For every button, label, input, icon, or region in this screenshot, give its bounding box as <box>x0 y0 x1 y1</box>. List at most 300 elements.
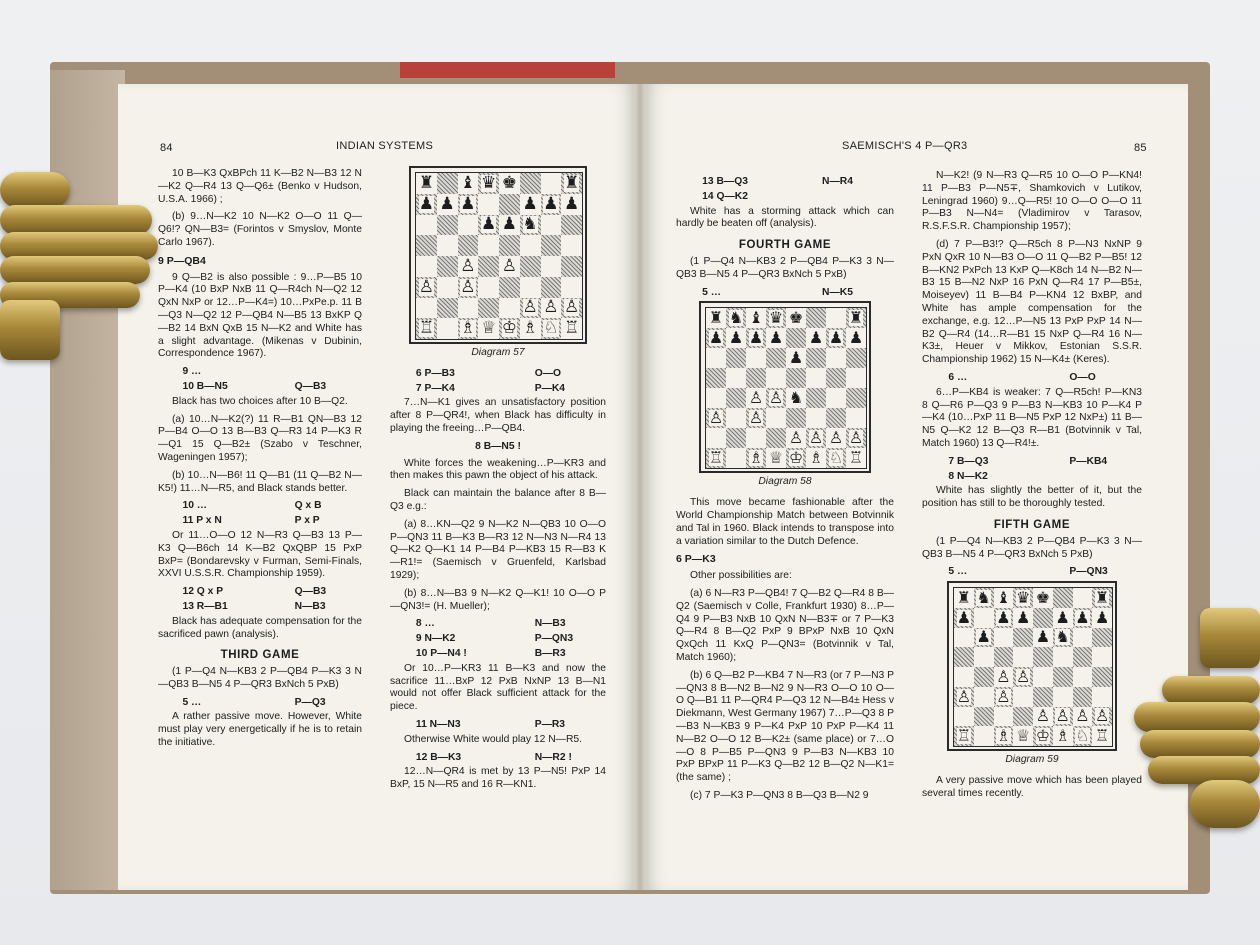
board-square <box>478 256 499 277</box>
board-square <box>826 428 846 448</box>
board-square <box>541 277 562 298</box>
board-square <box>478 277 499 298</box>
board-square <box>994 667 1014 687</box>
board-square <box>766 388 786 408</box>
board-square <box>806 428 826 448</box>
board-square <box>766 368 786 388</box>
board-square <box>746 308 766 328</box>
board-square <box>766 448 786 468</box>
board-square <box>954 726 974 746</box>
page-number: 85 <box>1134 142 1147 154</box>
board-square <box>1013 588 1033 608</box>
white-move: 10 P—N4 ! <box>415 647 467 659</box>
black-move: O—O <box>534 367 562 379</box>
white-move: 11 P x N <box>182 515 222 527</box>
black-pawn-icon: ♟ <box>708 328 724 348</box>
chessboard <box>705 307 867 469</box>
board-square <box>458 277 479 298</box>
black-bishop-icon: ♝ <box>460 172 476 193</box>
white-rook-icon: ♖ <box>564 318 580 339</box>
board-square <box>786 448 806 468</box>
white-pawn-icon: ♙ <box>1055 706 1070 726</box>
white-pawn-icon: ♙ <box>1075 706 1090 726</box>
board-square <box>1033 726 1053 746</box>
board-square <box>437 215 458 236</box>
board-square <box>1053 687 1073 707</box>
board-square <box>806 328 826 348</box>
book-headband <box>400 62 615 78</box>
board-square <box>726 328 746 348</box>
board-square <box>541 173 562 194</box>
board-square <box>826 328 846 348</box>
black-move: Q x B <box>294 500 322 512</box>
diagram-caption: Diagram 59 <box>1005 754 1059 766</box>
black-pawn-icon: ♟ <box>996 607 1011 627</box>
board-square <box>954 667 974 687</box>
white-pawn-icon: ♙ <box>460 276 476 297</box>
board-square <box>766 428 786 448</box>
paragraph: This move became fashionable after the World Championship Match between Botvinnik and Tal in 1960. Black intends to transpose into a variation similar to the Dutch Defence. <box>676 497 894 547</box>
board-square <box>561 318 582 339</box>
board-square <box>478 318 499 339</box>
paragraph: 6…P—KB4 is weaker: 7 Q—R5ch! P—KN3 8 Q—R6 P—Q3 9 P—B3 N—KB3 10 P—K4 P—K4 (10…PxP 11 B—N5 PxP 12 NxP±) 11 B—N5 Q—K2 12 B—Q3 R—B1 (Botvinnik v Tal, Match 1960) 13 Q—R4!±. <box>922 386 1142 449</box>
white-move: 9 N—K2 <box>415 633 456 645</box>
white-pawn-icon: ♙ <box>996 686 1011 706</box>
board-square <box>520 256 541 277</box>
board-square <box>561 235 582 256</box>
main-move: 6 P—K3 <box>676 553 716 566</box>
board-square <box>974 707 994 727</box>
white-knight-icon: ♘ <box>543 318 559 339</box>
board-square <box>846 428 866 448</box>
board-square <box>806 448 826 468</box>
black-pawn-icon: ♟ <box>1094 607 1110 627</box>
black-move: B—R3 <box>534 647 566 659</box>
white-move: 5 … <box>702 286 722 298</box>
board-square <box>706 368 726 388</box>
board-square <box>541 235 562 256</box>
paragraph: (d) 7 P—B3!? Q—R5ch 8 P—N3 NxNP 9 PxN QxR 10 N—B3 O—O 11 Q—B2 P—B5! 12 B—KN2 PxPch 13 KxP Q—K8ch 14 N—B2 N—B3 15 B—N2 NxP 16 PxN Q—R4 17 P—B5±, Moiseyev) 11 B—B4 P—KN4 12 BxBP, and White has ample compensation for the exchange, e.g. 12…P—N5 13 PxP PxP 14 N—B2 Q—R4 (14…R—B1 15 NxP Q—R4 16 N—K3±, Heuer v Mikkov, Estonian S.S.R. Championship 1962) 15 N—K4± (Keres). <box>922 238 1142 366</box>
board-square <box>458 194 479 215</box>
paragraph: White forces the weakening…P—KR3 and then makes this pawn the object of his attack. <box>390 457 606 482</box>
board-square <box>1092 588 1112 608</box>
board-square <box>786 408 806 428</box>
white-pawn-icon: ♙ <box>1035 706 1051 726</box>
black-pawn-icon: ♟ <box>439 193 455 214</box>
board-square <box>416 194 437 215</box>
board-square <box>1053 647 1073 667</box>
board-square <box>746 348 766 368</box>
board-square <box>499 298 520 319</box>
board-square <box>746 328 766 348</box>
paragraph: (a) 10…N—K2(?) 11 R—B1 QN—B3 12 P—B4 O—O 13 B—B3 Q—R3 14 P—K3 R—Q1 15 Q—B2± (Szabo v Teschner, Wageningen 1957); <box>158 413 362 463</box>
board-square <box>706 428 726 448</box>
move-pair <box>158 586 362 599</box>
board-square <box>478 215 499 236</box>
board-square <box>520 194 541 215</box>
paragraph: White has slightly the better of it, but the position has still to be thoroughly tested. <box>922 485 1142 510</box>
board-square <box>1013 608 1033 628</box>
chess-diagram <box>409 166 587 344</box>
board-square <box>499 215 520 236</box>
board-square <box>806 308 826 328</box>
board-square <box>974 667 994 687</box>
board-square <box>1053 628 1073 648</box>
board-square <box>1092 647 1112 667</box>
board-square <box>561 194 582 215</box>
board-square <box>1053 608 1073 628</box>
white-move: 12 B—K3 <box>415 751 462 763</box>
white-pawn-icon: ♙ <box>768 388 784 408</box>
white-bishop-icon: ♗ <box>748 448 764 468</box>
white-bishop-icon: ♗ <box>1055 726 1070 746</box>
white-rook-icon: ♖ <box>418 318 434 339</box>
black-bishop-icon: ♝ <box>996 587 1011 607</box>
board-square <box>437 194 458 215</box>
paragraph: (1 P—Q4 N—KB3 2 P—QB4 P—K3 3 N—QB3 B—N5 4 P—QR3 BxNch 5 PxB) <box>158 666 362 690</box>
board-square <box>954 647 974 667</box>
game-heading: FIFTH GAME <box>993 518 1071 531</box>
black-king-icon: ♚ <box>501 172 517 193</box>
black-rook-icon: ♜ <box>708 308 724 328</box>
board-square <box>806 348 826 368</box>
white-king-icon: ♔ <box>1035 726 1051 746</box>
paragraph: (b) 10…N—B6! 11 Q—B1 (11 Q—B2 N—K5!) 11…N—R5, and Black stands better. <box>158 469 362 494</box>
paragraph: 7…N—K1 gives an unsatisfactory position after 8 P—QR4!, when Black has difficulty in playing the freeing…P—QB4. <box>390 397 606 434</box>
board-square <box>994 687 1014 707</box>
black-pawn-icon: ♟ <box>1055 607 1070 627</box>
paragraph: White has a storming attack which can hardly be beaten off (analysis). <box>676 205 894 230</box>
board-square <box>416 318 437 339</box>
black-move: P—K4 <box>534 382 566 394</box>
board-square <box>499 235 520 256</box>
paragraph: (b) 8…N—B3 9 N—K2 Q—K1! 10 O—O P—QN3!= (H. Mueller); <box>390 587 606 612</box>
black-rook-icon: ♜ <box>418 172 434 193</box>
board-square <box>561 256 582 277</box>
board-square <box>766 408 786 428</box>
move-pair <box>390 368 606 381</box>
board-square <box>437 173 458 194</box>
board-square <box>766 308 786 328</box>
board-square <box>826 408 846 428</box>
text-column <box>922 170 1142 806</box>
white-pawn-icon: ♙ <box>522 297 538 318</box>
board-square <box>520 173 541 194</box>
move-pair <box>922 456 1142 469</box>
white-pawn-icon: ♙ <box>543 297 559 318</box>
black-pawn-icon: ♟ <box>460 193 476 214</box>
white-move: 13 R—B1 <box>182 600 228 612</box>
white-pawn-icon: ♙ <box>460 255 476 276</box>
board-square <box>846 388 866 408</box>
black-move: O—O <box>1069 371 1096 383</box>
board-square <box>499 318 520 339</box>
move-pair <box>922 471 1142 484</box>
board-square <box>1033 667 1053 687</box>
board-square <box>766 348 786 368</box>
move-pair <box>390 633 606 646</box>
board-square <box>416 215 437 236</box>
black-move: P—QN3 <box>1069 566 1108 578</box>
white-queen-icon: ♕ <box>768 448 784 468</box>
chessboard <box>415 172 583 340</box>
board-square <box>726 428 746 448</box>
board-square <box>846 328 866 348</box>
black-pawn-icon: ♟ <box>1015 607 1031 627</box>
board-square <box>786 428 806 448</box>
black-pawn-icon: ♟ <box>828 328 844 348</box>
black-pawn-icon: ♟ <box>956 607 972 627</box>
board-square <box>954 628 974 648</box>
board-square <box>458 298 479 319</box>
black-pawn-icon: ♟ <box>1035 627 1051 647</box>
board-square <box>806 408 826 428</box>
black-pawn-icon: ♟ <box>481 214 497 235</box>
white-knight-icon: ♘ <box>1075 726 1090 746</box>
board-square <box>541 256 562 277</box>
board-square <box>706 388 726 408</box>
book-gutter <box>634 84 646 890</box>
white-pawn-icon: ♙ <box>848 428 864 448</box>
move-pair <box>158 515 362 528</box>
white-bishop-icon: ♗ <box>808 448 824 468</box>
board-square <box>437 235 458 256</box>
board-square <box>541 318 562 339</box>
board-square <box>561 298 582 319</box>
left-page <box>118 84 640 890</box>
board-square <box>437 298 458 319</box>
black-move: N—B3 <box>294 600 326 612</box>
white-knight-icon: ♘ <box>828 448 844 468</box>
board-square <box>437 277 458 298</box>
board-square <box>561 277 582 298</box>
black-pawn-icon: ♟ <box>768 328 784 348</box>
board-square <box>846 348 866 368</box>
black-move: P x P <box>294 515 320 527</box>
board-square <box>1033 687 1053 707</box>
board-square <box>1092 608 1112 628</box>
board-square <box>726 348 746 368</box>
board-square <box>458 235 479 256</box>
board-square <box>846 408 866 428</box>
board-square <box>1073 707 1093 727</box>
white-rook-icon: ♖ <box>848 448 864 468</box>
white-move: 10 B—N5 <box>182 380 228 392</box>
white-move: 6 … <box>948 371 968 383</box>
move-pair <box>390 648 606 661</box>
paragraph: (1 P—Q4 N—KB3 2 P—QB4 P—K3 3 N—QB3 B—N5 4 P—QR3 BxNch 5 PxB) <box>922 535 1142 560</box>
black-pawn-icon: ♟ <box>543 193 559 214</box>
board-square <box>1033 707 1053 727</box>
board-square <box>520 298 541 319</box>
board-square <box>974 647 994 667</box>
white-pawn-icon: ♙ <box>564 297 580 318</box>
board-square <box>520 277 541 298</box>
board-square <box>826 448 846 468</box>
text-column <box>676 174 894 808</box>
black-move: P—Q3 <box>294 696 326 708</box>
black-pawn-icon: ♟ <box>501 214 517 235</box>
black-pawn-icon: ♟ <box>748 328 764 348</box>
white-bishop-icon: ♗ <box>522 318 538 339</box>
board-square <box>826 368 846 388</box>
board-square <box>1092 687 1112 707</box>
paragraph: (b) 6 Q—B2 P—KB4 7 N—R3 (or 7 P—N3 P—QN3 8 B—N2 B—N2 9 N—R3 O—O 10 O—O Q—B1 11 P—QR4 P—Q3 12 N—B4± Hess v Diekmann, West Germany 1967) 7…P—Q3 8 P—B3 N—KB3 9 P—K4 PxP 10 PxP P—K4 11 N—B2 O—O 12 B—K2± (same place) or 7…O—O 8 P—B5 P—QN3 9 P—B3 N—KB3 10 PxP BPxP 11 P—K3 Q—B2 12 B—Q2 N—K1= (the same) ; <box>676 669 894 784</box>
game-heading: FOURTH GAME <box>738 239 832 252</box>
board-square <box>746 388 766 408</box>
black-rook-icon: ♜ <box>956 587 972 607</box>
board-square <box>1092 628 1112 648</box>
white-move: 12 Q x P <box>182 586 224 598</box>
board-square <box>786 328 806 348</box>
black-pawn-icon: ♟ <box>522 193 538 214</box>
board-square <box>1013 687 1033 707</box>
white-pawn-icon: ♙ <box>708 408 724 428</box>
board-square <box>1073 647 1093 667</box>
board-square <box>706 308 726 328</box>
main-move: 8 B—N5 ! <box>475 440 521 452</box>
board-square <box>726 388 746 408</box>
black-pawn-icon: ♟ <box>788 348 804 368</box>
white-rook-icon: ♖ <box>956 726 972 746</box>
move-pair <box>158 381 362 394</box>
move-pair <box>922 372 1142 385</box>
board-square <box>458 215 479 236</box>
board-square <box>706 348 726 368</box>
board-square <box>1073 588 1093 608</box>
board-square <box>706 408 726 428</box>
board-square <box>954 588 974 608</box>
board-square <box>974 588 994 608</box>
board-square <box>478 194 499 215</box>
board-square <box>437 256 458 277</box>
board-square <box>1013 667 1033 687</box>
paragraph: 9 Q—B2 is also possible : 9…P—B5 10 P—K4 (10 BxP NxB 11 Q—R4ch N—Q2 12 QxN NxP or 12…P—K4=) 10…PxPe.p. 11 B—Q3 N—Q2 12 P—QB4 N—B5 13 BxKP Q—B2 14 BxN QxB 15 N—K2 and White has a slight advantage. (Mikenas v Dubinin, Correspondence 1967). <box>158 271 362 360</box>
black-move: N—B3 <box>534 618 566 630</box>
paragraph: (a) 8…KN—Q2 9 N—K2 N—QB3 10 O—O P—QN3 11 B—K3 B—R3 12 N—N3 N—R4 13 Q—K2 Q—K1 14 P—B4 P—KB3 15 R—B3 K—R1!= (Saemisch v Gruenfeld, Karlsbad 1929); <box>390 518 606 581</box>
black-knight-icon: ♞ <box>522 214 538 235</box>
diagram-caption: Diagram 58 <box>758 476 812 488</box>
board-square <box>1013 628 1033 648</box>
black-queen-icon: ♛ <box>1015 587 1031 607</box>
white-move: 13 B—Q3 <box>702 176 748 187</box>
board-square <box>1053 726 1073 746</box>
white-pawn-icon: ♙ <box>418 276 434 297</box>
board-square <box>1073 726 1093 746</box>
running-head: INDIAN SYSTEMS <box>336 140 434 152</box>
board-square <box>806 388 826 408</box>
board-square <box>520 215 541 236</box>
text-column <box>390 166 606 797</box>
black-rook-icon: ♜ <box>1094 587 1110 607</box>
paragraph: N—K2! (9 N—R3 Q—R5 10 O—O P—KN4! 11 P—B3 P—N5∓, Shamkovich v Lutikov, Leningrad 1960) 9…Q—R5! 10 O—O O—O 11 P—B3 N—N4= (Vladimirov v Tarasov, R.S.F.S.R. Championship 1957); <box>922 170 1142 233</box>
black-knight-icon: ♞ <box>788 388 804 408</box>
chessboard <box>953 587 1113 747</box>
board-square <box>416 256 437 277</box>
right-page <box>640 84 1188 890</box>
move-pair <box>158 601 362 614</box>
board-square <box>458 318 479 339</box>
move-pair <box>390 383 606 396</box>
board-square <box>458 173 479 194</box>
white-pawn-icon: ♙ <box>996 666 1011 686</box>
white-move: 5 … <box>948 566 968 578</box>
board-square <box>846 448 866 468</box>
board-square <box>1073 667 1093 687</box>
board-square <box>520 318 541 339</box>
board-square <box>416 173 437 194</box>
move-pair <box>390 719 606 732</box>
black-pawn-icon: ♟ <box>564 193 580 214</box>
board-square <box>1073 628 1093 648</box>
white-pawn-icon: ♙ <box>788 428 804 448</box>
board-square <box>786 348 806 368</box>
white-rook-icon: ♖ <box>1094 726 1110 746</box>
running-head: SAEMISCH'S 4 P—QR3 <box>842 140 968 152</box>
black-pawn-icon: ♟ <box>728 328 744 348</box>
board-square <box>726 448 746 468</box>
board-square <box>478 298 499 319</box>
black-move: P—KB4 <box>1069 455 1108 467</box>
move-pair <box>676 176 894 189</box>
black-knight-icon: ♞ <box>1055 627 1070 647</box>
black-knight-icon: ♞ <box>728 308 744 328</box>
move-pair <box>158 366 362 379</box>
white-move: 7 B—Q3 <box>948 455 989 467</box>
paragraph: Black has adequate compensation for the sacrificed pawn (analysis). <box>158 615 362 640</box>
board-square <box>994 628 1014 648</box>
white-move: 11 N—N3 <box>415 718 461 730</box>
white-pawn-icon: ♙ <box>808 428 824 448</box>
board-square <box>846 368 866 388</box>
board-square <box>1073 687 1093 707</box>
board-square <box>826 388 846 408</box>
board-square <box>974 628 994 648</box>
board-square <box>786 308 806 328</box>
move-pair <box>922 566 1142 579</box>
paragraph: Other possibilities are: <box>690 570 792 582</box>
board-square <box>994 608 1014 628</box>
white-pawn-icon: ♙ <box>501 255 517 276</box>
board-square <box>416 277 437 298</box>
white-queen-icon: ♕ <box>1015 726 1031 746</box>
white-move: 14 Q—K2 <box>702 190 748 202</box>
white-rook-icon: ♖ <box>708 448 724 468</box>
board-square <box>706 448 726 468</box>
white-move: 10 … <box>182 500 208 512</box>
paragraph: 10 B—K3 QxBPch 11 K—B2 N—B3 12 N—K2 Q—R4 13 Q—Q6± (Benko v Hudson, U.S.A. 1966) ; <box>158 168 362 205</box>
board-square <box>561 173 582 194</box>
board-square <box>826 308 846 328</box>
chess-diagram <box>699 301 871 473</box>
board-square <box>1033 628 1053 648</box>
board-square <box>541 194 562 215</box>
black-move: N—R4 <box>822 176 853 187</box>
board-square <box>974 726 994 746</box>
chess-diagram <box>947 581 1117 751</box>
board-square <box>726 368 746 388</box>
black-pawn-icon: ♟ <box>848 328 864 348</box>
board-square <box>499 194 520 215</box>
paragraph: Otherwise White would play 12 N—R5. <box>404 733 582 745</box>
paragraph: Black has two choices after 10 B—Q2. <box>172 395 348 407</box>
paragraph: A very passive move which has been played several times recently. <box>922 774 1142 799</box>
move-pair <box>158 697 362 710</box>
game-heading: THIRD GAME <box>220 649 300 662</box>
board-square <box>706 328 726 348</box>
white-move: 5 … <box>182 696 202 708</box>
main-move: 9 P—QB4 <box>158 254 206 267</box>
